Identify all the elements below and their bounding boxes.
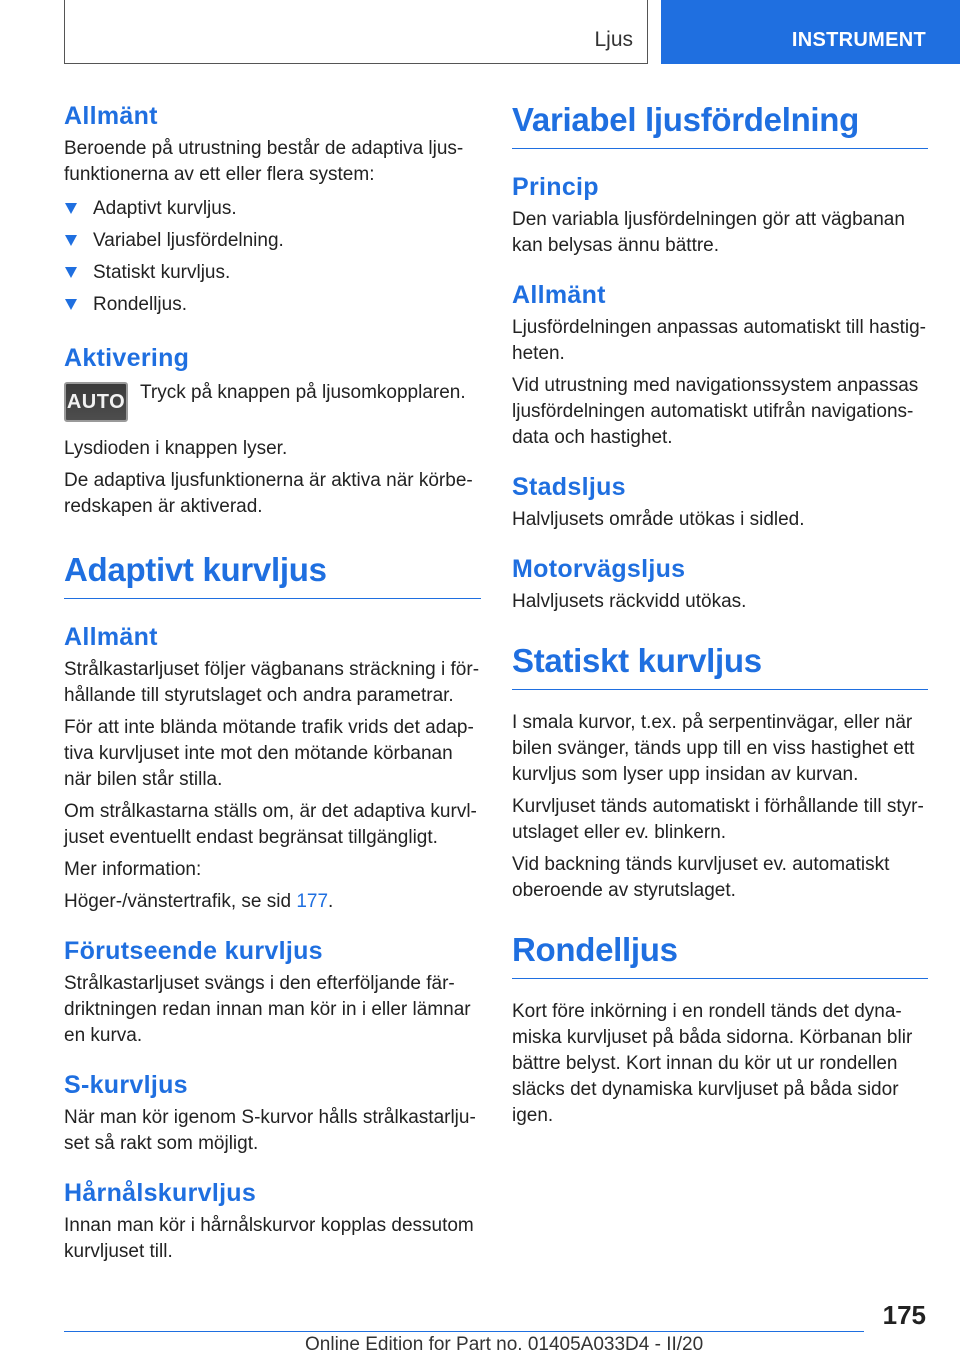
auto-button-icon: AUTO bbox=[64, 382, 128, 422]
paragraph: Innan man kör i hårnålskurvor kopplas dessutom kurvljuset till. bbox=[64, 1215, 474, 1262]
section-heading-princip: Princip bbox=[512, 173, 599, 201]
paragraph: Halvljusets räckvidd utökas. bbox=[512, 591, 747, 612]
right-column bbox=[512, 100, 928, 1129]
left-column bbox=[64, 100, 481, 1265]
paragraph: Beroende på utrustning består de adaptiva ljus-funktionerna av ett eller flera system: bbox=[64, 138, 464, 185]
paragraph: Strålkastarljuset följer vägbanans sträckning i för-hållande till styrutslaget och andra parametrar. bbox=[64, 659, 480, 706]
list-item: Variabel ljusfördelning. bbox=[64, 228, 481, 254]
paragraph: Vid utrustning med navigationssystem anpassas ljusfördelningen automatiskt utifrån navigations-data och hastighet. bbox=[512, 375, 919, 448]
page-link[interactable]: 177 bbox=[296, 891, 329, 912]
paragraph: Strålkastarljuset svängs i den efterföljande fär-driktningen redan innan man kör in i eller lämnar en kurva. bbox=[64, 973, 471, 1046]
paragraph: Ljusfördelningen anpassas automatiskt till hastig-heten. bbox=[512, 317, 927, 364]
header-chapter-tab bbox=[661, 0, 960, 64]
section-heading-motorvagsljus: Motorvägsljus bbox=[512, 555, 686, 583]
triangle-bullet-icon bbox=[65, 203, 77, 214]
paragraph: Kort före inkörning i en rondell tänds det dyna-miska kurvljuset på båda sidorna. Körbanan blir bättre belyst. Kort innan du kör ut ur rondellen släcks det dynamiska kurvljuset på båda sidor igen. bbox=[512, 1001, 913, 1126]
footer-edition: Online Edition for Part no. 01405A033D4 - II/20 bbox=[305, 1334, 704, 1355]
triangle-bullet-icon bbox=[65, 299, 77, 310]
section-heading-stadsljus: Stadsljus bbox=[512, 473, 626, 501]
section-heading-s-kurvljus: S-kurvljus bbox=[64, 1071, 188, 1099]
paragraph: Den variabla ljusfördelningen gör att vägbanan kan belysas ännu bättre. bbox=[512, 209, 905, 256]
paragraph: De adaptiva ljusfunktionerna är aktiva när körbe-redskapen är aktiverad. bbox=[64, 470, 473, 517]
section-heading-aktivering: Aktivering bbox=[64, 344, 190, 372]
paragraph: För att inte blända mötande trafik vrids det adap-tiva kurvljuset inte mot den mötande körbanan när bilen står stilla. bbox=[64, 717, 474, 790]
section-heading-harnalskurvljus: Hårnålskurvljus bbox=[64, 1179, 257, 1207]
section-heading-allmant: Allmänt bbox=[64, 623, 158, 651]
paragraph: Halvljusets område utökas i sidled. bbox=[512, 509, 805, 530]
section-heading-allmant: Allmänt bbox=[64, 102, 158, 130]
section-heading-forutseende-kurvljus: Förutseende kurvljus bbox=[64, 937, 323, 965]
page-number: 175 bbox=[882, 1300, 926, 1330]
list-item: Statiskt kurvljus. bbox=[64, 260, 481, 286]
chapter-heading-statiskt-kurvljus: Statiskt kurvljus bbox=[512, 641, 928, 690]
cross-reference: Höger-/vänstertrafik, se sid 177. bbox=[64, 891, 334, 912]
list-item: Rondelljus. bbox=[64, 292, 481, 318]
paragraph: I smala kurvor, t.ex. på serpentinvägar, eller när bilen svänger, tänds upp till en viss hastighet ett kurvljus som lyser upp insidan av kurvan. bbox=[512, 712, 915, 785]
chapter-heading-rondelljus: Rondelljus bbox=[512, 930, 928, 979]
chapter-heading-variabel-ljusfordelning: Variabel ljusfördelning bbox=[512, 100, 928, 149]
triangle-bullet-icon bbox=[65, 267, 77, 278]
paragraph: Om strålkastarna ställs om, är det adaptiva kurvl-juset eventuellt endast begränsat tillgängligt. bbox=[64, 801, 477, 848]
header-chapter-label: INSTRUMENT bbox=[791, 29, 926, 51]
section-heading-allmant: Allmänt bbox=[512, 281, 606, 309]
header-section-title: Ljus bbox=[594, 28, 633, 51]
header-section-box bbox=[64, 0, 648, 64]
chapter-heading-adaptivt-kurvljus: Adaptivt kurvljus bbox=[64, 550, 481, 599]
paragraph: Lysdioden i knappen lyser. bbox=[64, 438, 288, 459]
footer-divider bbox=[64, 1331, 864, 1332]
auto-button-row bbox=[64, 380, 481, 422]
paragraph: Vid backning tänds kurvljuset ev. automatiskt oberoende av styrutslaget. bbox=[512, 854, 890, 901]
system-list bbox=[64, 196, 481, 318]
list-item: Adaptivt kurvljus. bbox=[64, 196, 481, 222]
paragraph: Kurvljuset tänds automatiskt i förhållande till styr-utslaget eller ev. blinkern. bbox=[512, 796, 924, 843]
paragraph: När man kör igenom S-kurvor hålls strålkastarlju-set så rakt som möjligt. bbox=[64, 1107, 476, 1154]
paragraph: Mer information: bbox=[64, 859, 202, 880]
paragraph: Tryck på knappen på ljusomkopplaren. bbox=[140, 382, 466, 403]
triangle-bullet-icon bbox=[65, 235, 77, 246]
